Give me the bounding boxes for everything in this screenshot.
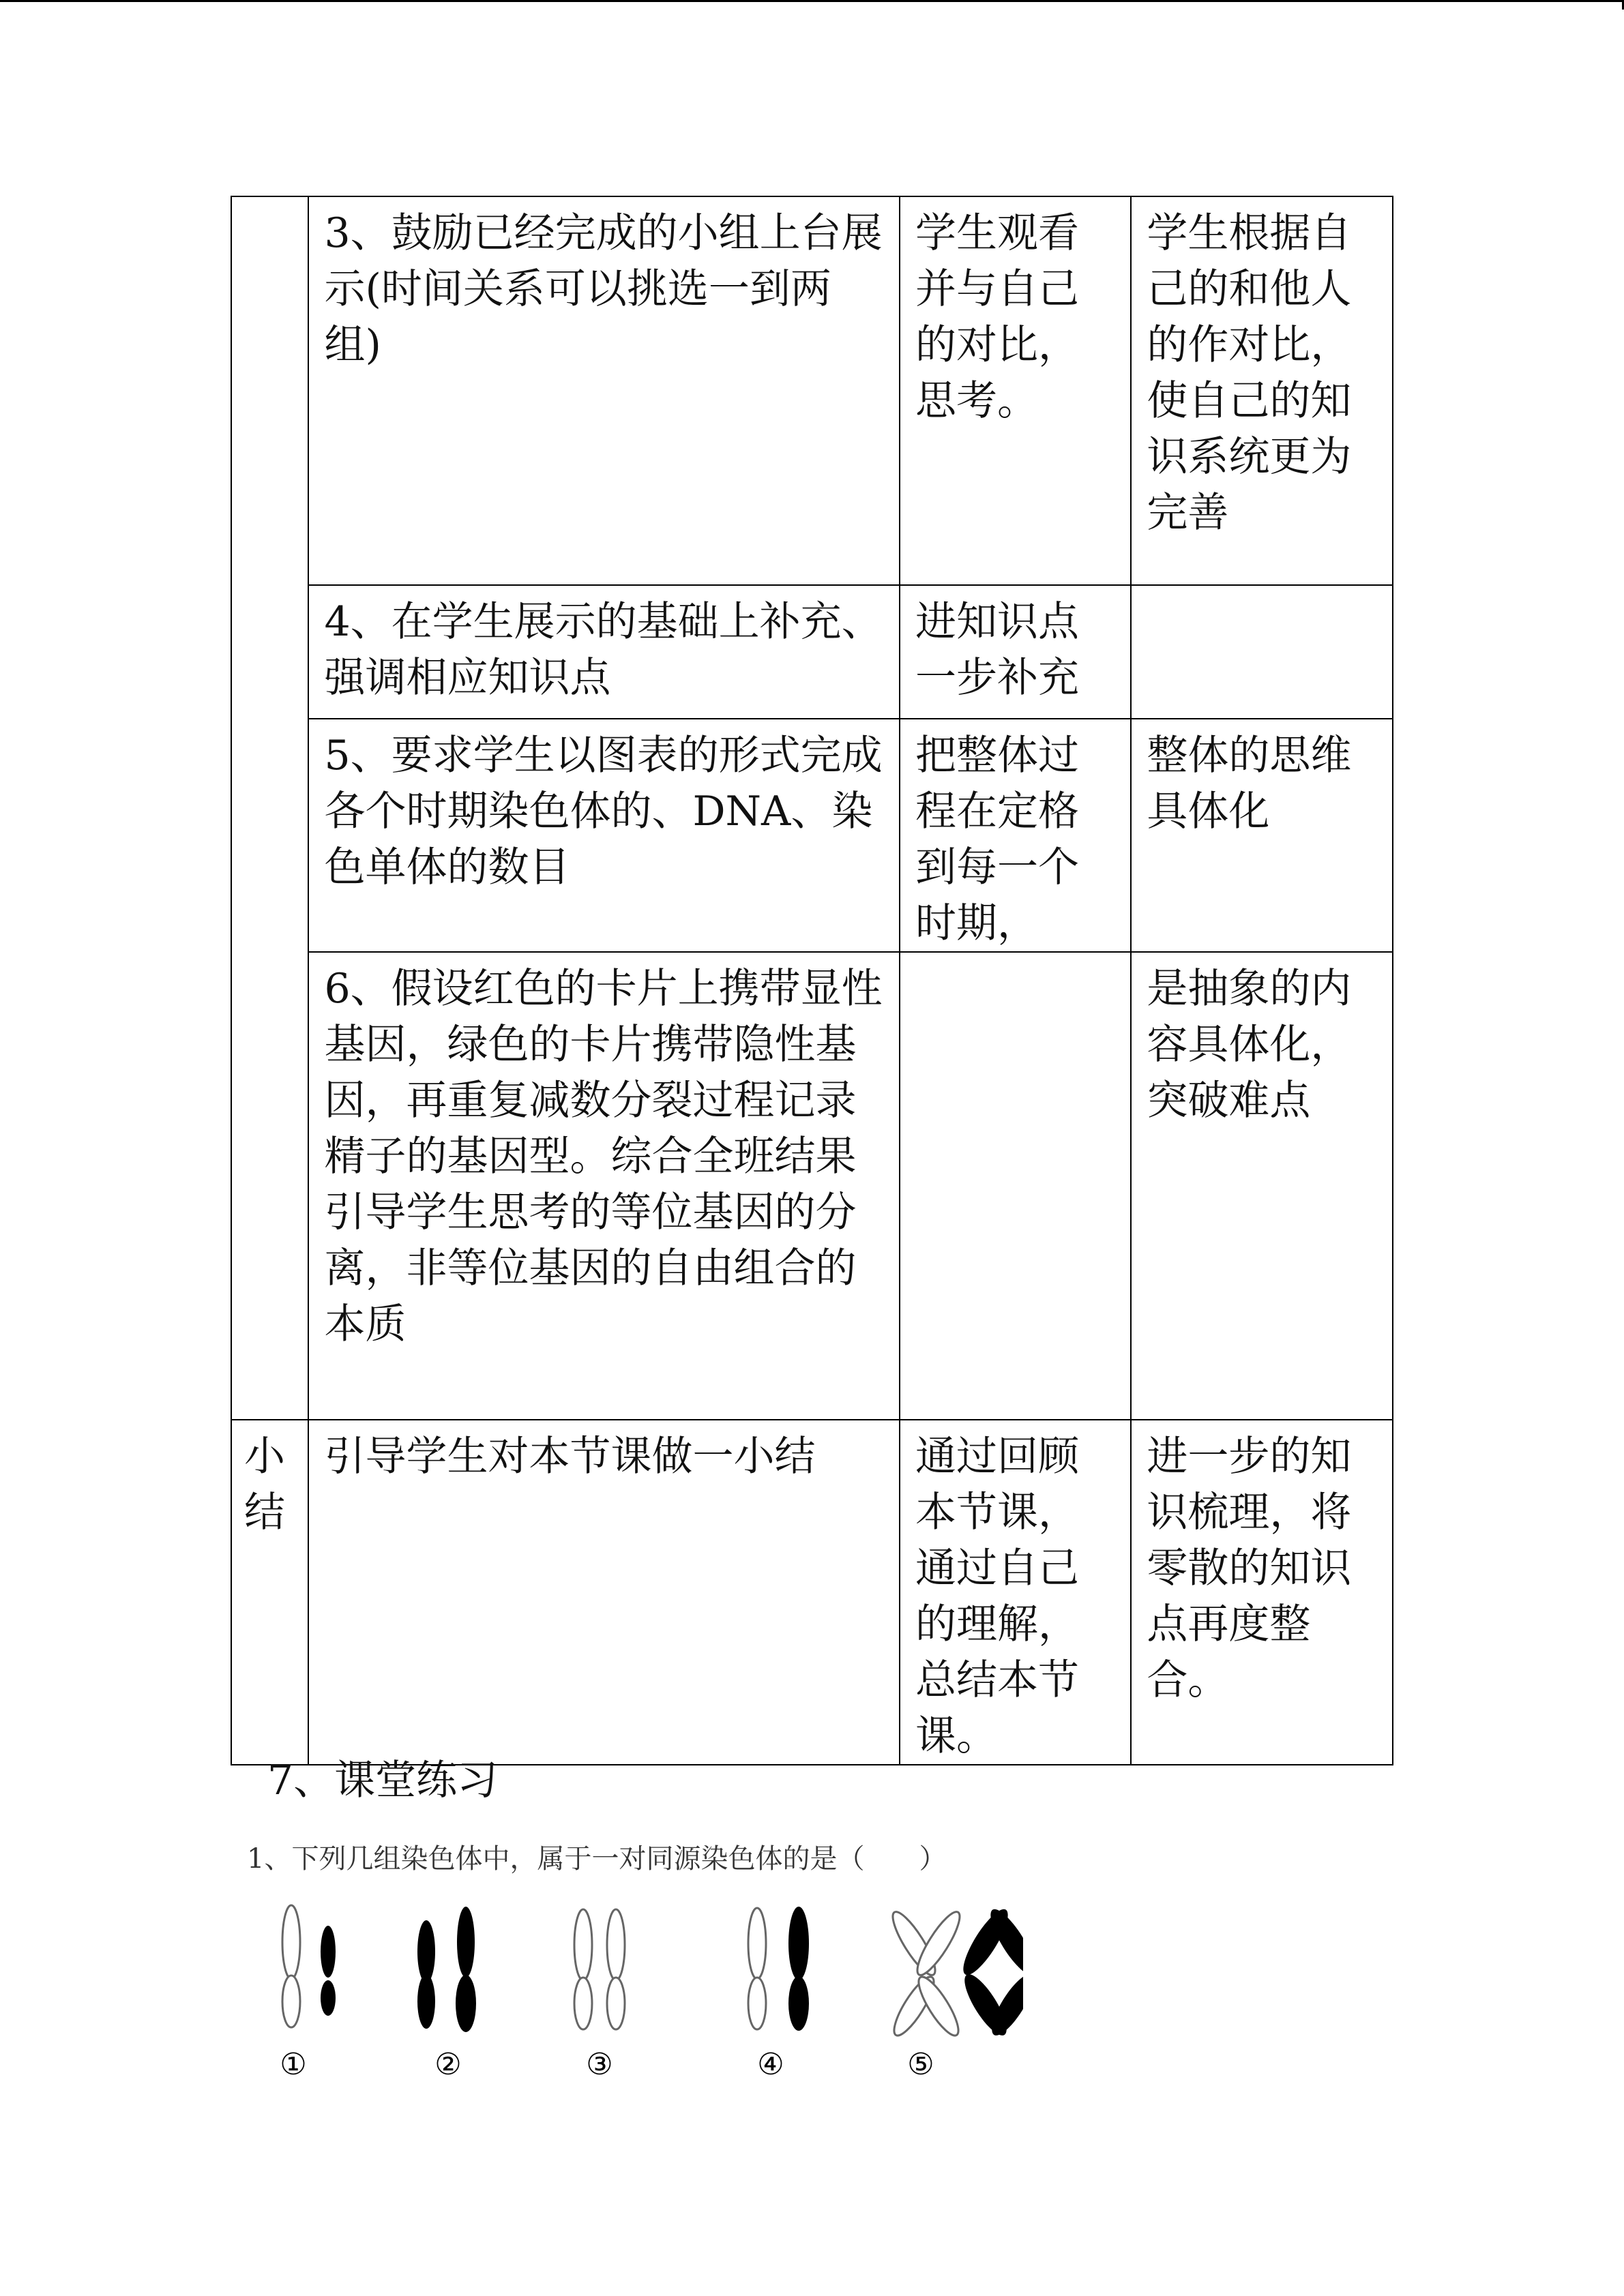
teacher-activity-cell: 引导学生对本节课做一小结: [308, 1420, 900, 1765]
table-row: [231, 719, 1393, 952]
chromosome-pair-4: [748, 1907, 809, 2031]
stage-cell: [231, 196, 308, 1420]
table-row: [231, 196, 1393, 585]
chromosome-pair-3: [574, 1909, 625, 2029]
option-label-4: ④: [757, 2047, 784, 2082]
design-intent-cell: 整体的思维具体化: [1131, 719, 1393, 952]
lesson-plan-table: [231, 196, 1393, 1765]
design-intent-cell: 是抽象的内容具体化，突破难点: [1131, 952, 1393, 1420]
chromosome-pair-5: [887, 1904, 1023, 2041]
design-intent-cell: [1131, 585, 1393, 719]
option-label-5: ⑤: [907, 2047, 934, 2082]
option-label-3: ③: [586, 2047, 613, 2082]
teacher-activity-cell: 3、鼓励已经完成的小组上台展示(时间关系可以挑选一到两组): [308, 196, 900, 585]
practice-heading: 7、课堂练习: [267, 1757, 499, 1804]
question-text: 1、下列几组染色体中，属于一对同源染色体的是（ ）: [247, 1843, 947, 1875]
chromosome-pair-1: [282, 1905, 336, 2027]
student-activity-cell: 进知识点一步补充: [900, 585, 1131, 719]
teacher-activity-cell: 4、在学生展示的基础上补充、强调相应知识点: [308, 585, 900, 719]
stage-cell-summary: 小结: [231, 1420, 308, 1765]
student-activity-cell: [900, 952, 1131, 1420]
chromosome-pair-2: [417, 1907, 476, 2032]
design-intent-cell: 进一步的知识梳理，将零散的知识点再度整合。: [1131, 1420, 1393, 1765]
option-label-2: ②: [434, 2047, 462, 2082]
teacher-activity-cell: 6、假设红色的卡片上携带显性基因，绿色的卡片携带隐性基因，再重复减数分裂过程记录精子的基因型。综合全班结果引导学生思考的等位基因的分离，非等位基因的自由组合的本质: [308, 952, 900, 1420]
teacher-activity-cell: 5、要求学生以图表的形式完成各个时期染色体的、DNA、染色单体的数目: [308, 719, 900, 952]
design-intent-cell: 学生根据自己的和他人的作对比，使自己的知识系统更为完善: [1131, 196, 1393, 585]
table-row: [231, 585, 1393, 719]
table-row: [231, 1420, 1393, 1765]
table-row: [231, 952, 1393, 1420]
student-activity-cell: 通过回顾本节课，通过自己的理解，总结本节课。: [900, 1420, 1131, 1765]
chromosome-figure: [269, 1889, 1023, 2093]
page-top-border: [0, 0, 1624, 2]
student-activity-cell: 学生观看并与自己的对比，思考。: [900, 196, 1131, 585]
student-activity-cell: 把整体过程在定格到每一个时期，: [900, 719, 1131, 952]
option-label-1: ①: [280, 2047, 307, 2082]
